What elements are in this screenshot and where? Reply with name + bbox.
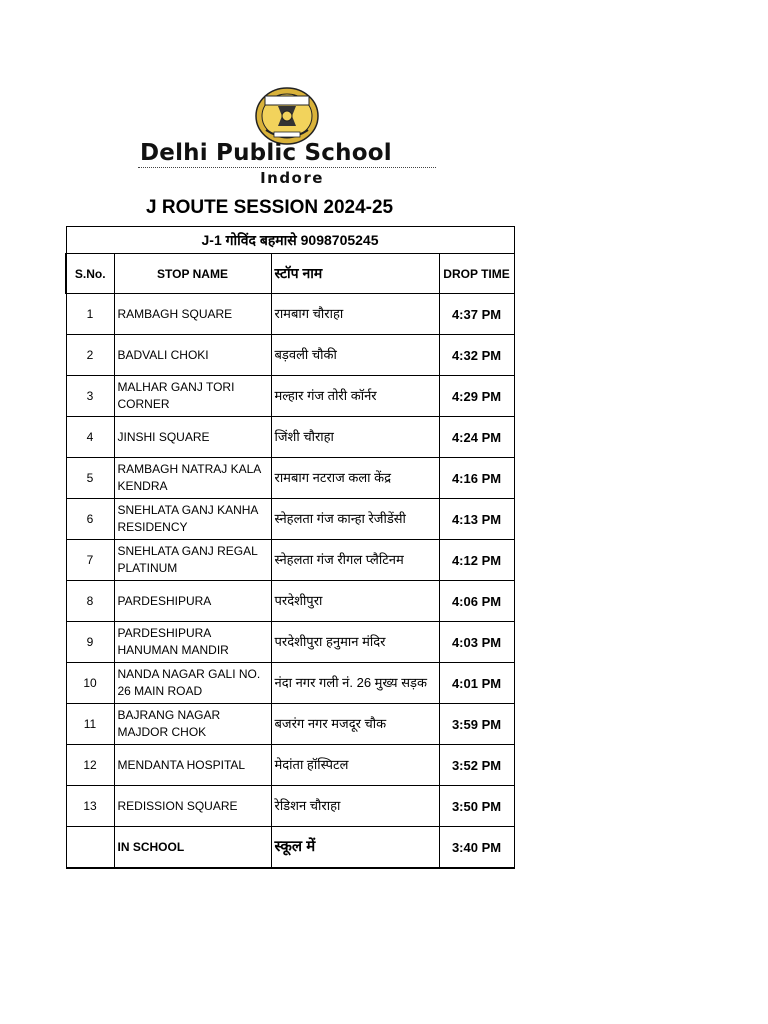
stop-name-hindi: नंदा नगर गली नं. 26 मुख्य सड़क — [271, 663, 439, 704]
stop-name-hindi: मल्हार गंज तोरी कॉर्नर — [271, 376, 439, 417]
drop-time: 4:06 PM — [439, 581, 514, 622]
drop-time: 3:50 PM — [439, 786, 514, 827]
table-row — [66, 458, 514, 499]
stop-name: PARDESHIPURA HANUMAN MANDIR — [114, 622, 271, 663]
stop-number: 6 — [66, 499, 114, 540]
drop-time: 4:03 PM — [439, 622, 514, 663]
drop-time: 4:12 PM — [439, 540, 514, 581]
stop-number: 4 — [66, 417, 114, 458]
drop-time: 3:40 PM — [439, 827, 514, 869]
stop-number: 2 — [66, 335, 114, 376]
stop-name: SNEHLATA GANJ KANHA RESIDENCY — [114, 499, 271, 540]
stop-name-hindi: बड़वली चौकी — [271, 335, 439, 376]
stop-name-hindi: जिंशी चौराहा — [271, 417, 439, 458]
stop-number: 1 — [66, 294, 114, 335]
table-row — [66, 704, 514, 745]
stop-name: RAMBAGH NATRAJ KALA KENDRA — [114, 458, 271, 499]
drop-time: 4:37 PM — [439, 294, 514, 335]
stop-name-hindi: रामबाग चौराहा — [271, 294, 439, 335]
drop-time: 3:59 PM — [439, 704, 514, 745]
stop-number: 12 — [66, 745, 114, 786]
stop-name: JINSHI SQUARE — [114, 417, 271, 458]
column-header-stop-name: STOP NAME — [114, 254, 271, 294]
stop-name: BADVALI CHOKI — [114, 335, 271, 376]
logo-divider — [138, 167, 436, 168]
stop-number: 10 — [66, 663, 114, 704]
drop-time: 4:01 PM — [439, 663, 514, 704]
stop-name: REDISSION SQUARE — [114, 786, 271, 827]
stop-name-hindi: बजरंग नगर मजदूर चौक — [271, 704, 439, 745]
column-header-hindi-name: स्टॉप नाम — [271, 254, 439, 294]
stop-number: 9 — [66, 622, 114, 663]
route-table — [65, 226, 515, 869]
school-name: Delhi Public School — [140, 140, 392, 166]
stop-name-hindi: परदेशीपुरा हनुमान मंदिर — [271, 622, 439, 663]
school-emblem-icon — [254, 82, 320, 146]
stop-name: BAJRANG NAGAR MAJDOR CHOK — [114, 704, 271, 745]
table-row — [66, 376, 514, 417]
table-row — [66, 786, 514, 827]
stop-name: MENDANTA HOSPITAL — [114, 745, 271, 786]
table-row — [66, 745, 514, 786]
stop-name-hindi: स्कूल में — [271, 827, 439, 869]
stop-name: MALHAR GANJ TORI CORNER — [114, 376, 271, 417]
drop-time: 4:32 PM — [439, 335, 514, 376]
stop-number: 13 — [66, 786, 114, 827]
stop-number: 7 — [66, 540, 114, 581]
table-row — [66, 540, 514, 581]
drop-time: 3:52 PM — [439, 745, 514, 786]
column-header-drop-time: DROP TIME — [439, 254, 514, 294]
table-row — [66, 581, 514, 622]
stop-name-hindi: परदेशीपुरा — [271, 581, 439, 622]
drop-time: 4:29 PM — [439, 376, 514, 417]
school-city: Indore — [260, 169, 324, 187]
drop-time: 4:13 PM — [439, 499, 514, 540]
column-header-row — [66, 254, 514, 294]
table-row — [66, 663, 514, 704]
drop-time: 4:24 PM — [439, 417, 514, 458]
stop-number — [66, 827, 114, 869]
table-row — [66, 622, 514, 663]
stop-name-hindi: मेदांता हॉस्पिटल — [271, 745, 439, 786]
stop-name: SNEHLATA GANJ REGAL PLATINUM — [114, 540, 271, 581]
column-header-sno: S.No. — [66, 254, 114, 294]
stop-number: 3 — [66, 376, 114, 417]
drop-time: 4:16 PM — [439, 458, 514, 499]
table-row — [66, 335, 514, 376]
stop-name: RAMBAGH SQUARE — [114, 294, 271, 335]
stop-number: 11 — [66, 704, 114, 745]
table-row — [66, 827, 514, 869]
table-row — [66, 294, 514, 335]
stop-number: 8 — [66, 581, 114, 622]
table-row — [66, 499, 514, 540]
stop-name-hindi: रेडिशन चौराहा — [271, 786, 439, 827]
table-row — [66, 417, 514, 458]
stop-name-hindi: रामबाग नटराज कला केंद्र — [271, 458, 439, 499]
driver-info: J-1 गोविंद बहमासे 9098705245 — [66, 227, 514, 254]
stop-name-hindi: स्नेहलता गंज रीगल प्लैटिनम — [271, 540, 439, 581]
stop-name: NANDA NAGAR GALI NO. 26 MAIN ROAD — [114, 663, 271, 704]
stop-name-hindi: स्नेहलता गंज कान्हा रेजीडेंसी — [271, 499, 439, 540]
stop-name: IN SCHOOL — [114, 827, 271, 869]
stop-number: 5 — [66, 458, 114, 499]
route-title: J ROUTE SESSION 2024-25 — [146, 197, 394, 218]
stop-name: PARDESHIPURA — [114, 581, 271, 622]
